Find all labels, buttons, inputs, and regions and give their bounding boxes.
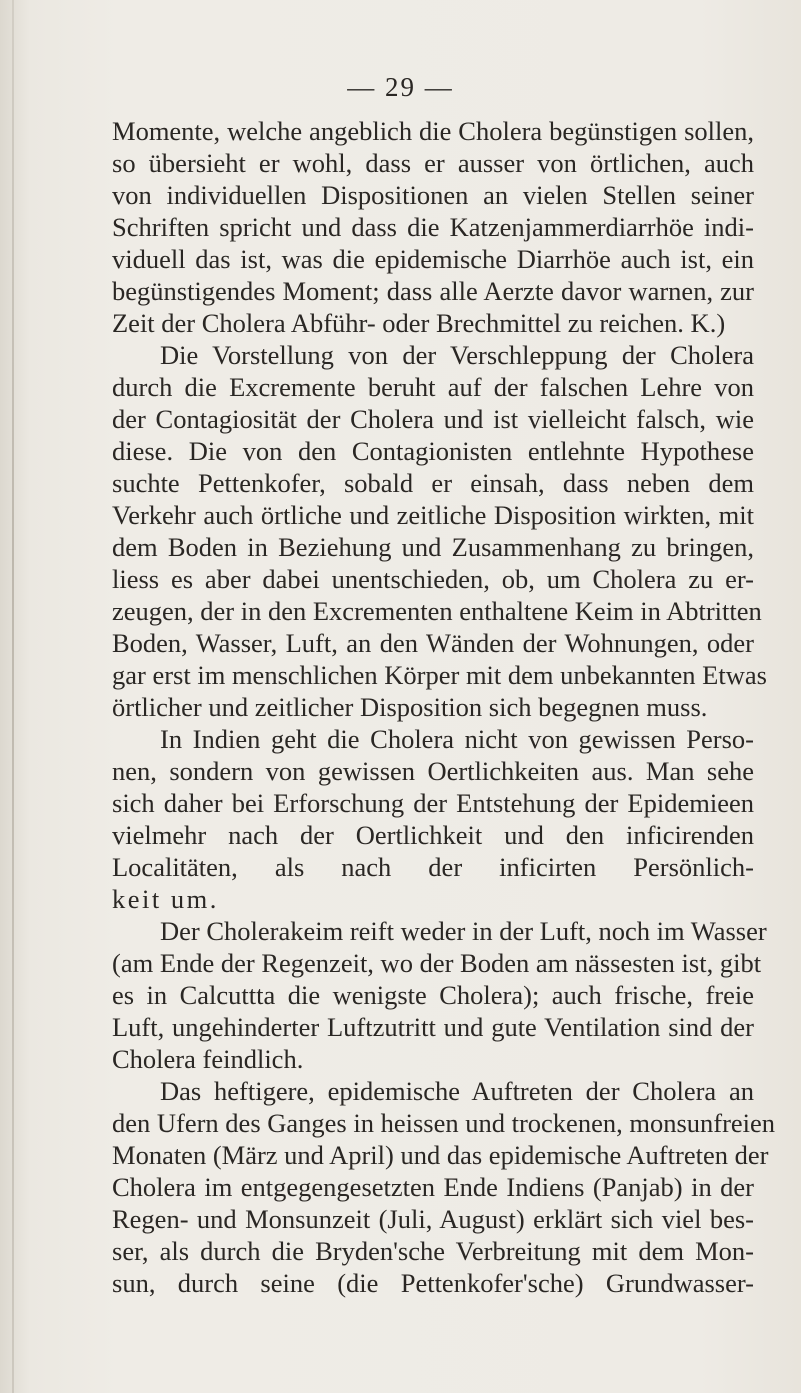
- text-line-1: Momente, welche angeblich die Cholera begünstigen sollen,: [112, 116, 754, 146]
- text-line-12: suchte Pettenkofer, sobald er einsah, dass neben dem: [112, 468, 754, 498]
- text-line-15: liess es aber dabei unentschieden, ob, um Cholera zu er-: [112, 564, 754, 594]
- text-line-13: Verkehr auch örtliche und zeitliche Disposition wirkten, mit: [112, 500, 754, 530]
- text-line-34: Cholera im entgegengesetzten Ende Indiens (Panjab) in der: [112, 1172, 754, 1202]
- text-line-7: Zeit der Cholera Abführ- oder Brechmittel zu reichen. K.): [112, 308, 726, 338]
- text-line-29: Luft, ungehinderter Luftzutritt und gute Ventilation sind der: [112, 1012, 754, 1042]
- page-gutter-edge: [12, 0, 14, 1393]
- text-line-18: gar erst im menschlichen Körper mit dem unbekannten Etwas: [112, 660, 767, 690]
- text-line-10: der Contagiosität der Cholera und ist vielleicht falsch, wie: [112, 404, 754, 434]
- page-number: — 29 —: [347, 72, 454, 102]
- text-line-25: keit um.: [112, 884, 219, 914]
- text-line-20: In Indien geht die Cholera nicht von gewissen Perso-: [160, 724, 754, 754]
- text-line-35: Regen- und Monsunzeit (Juli, August) erklärt sich viel bes-: [112, 1204, 754, 1234]
- text-line-17: Boden, Wasser, Luft, an den Wänden der Wohnungen, oder: [112, 628, 754, 658]
- text-line-21: nen, sondern von gewissen Oertlichkeiten aus. Man sehe: [112, 756, 754, 786]
- text-line-22: sich daher bei Erforschung der Entstehung der Epidemieen: [112, 788, 754, 818]
- text-line-36: ser, als durch die Bryden'sche Verbreitung mit dem Mon-: [112, 1236, 754, 1266]
- text-line-14: dem Boden in Beziehung und Zusammenhang zu bringen,: [112, 532, 754, 562]
- text-line-4: Schriften spricht und dass die Katzenjammerdiarrhöe indi-: [112, 212, 754, 242]
- text-line-28: es in Calcuttta die wenigste Cholera); auch frische, freie: [112, 980, 754, 1010]
- text-line-16: zeugen, der in den Excrementen enthaltene Keim in Abtritten: [112, 596, 762, 626]
- text-line-26: Der Cholerakeim reift weder in der Luft, noch im Wasser: [160, 916, 767, 946]
- text-line-9: durch die Excremente beruht auf der falschen Lehre von: [112, 372, 754, 402]
- text-line-5: viduell das ist, was die epidemische Diarrhöe auch ist, ein: [112, 244, 754, 274]
- text-line-30: Cholera feindlich.: [112, 1044, 304, 1074]
- text-line-3: von individuellen Dispositionen an vielen Stellen seiner: [112, 180, 754, 210]
- text-line-23: vielmehr nach der Oertlichkeit und den inficirenden: [112, 820, 754, 850]
- text-line-32: den Ufern des Ganges in heissen und trockenen, monsunfreien: [112, 1108, 776, 1138]
- text-line-11: diese. Die von den Contagionisten entlehnte Hypothese: [112, 436, 754, 466]
- text-line-8: Die Vorstellung von der Verschleppung der Cholera: [160, 340, 754, 370]
- text-line-6: begünstigendes Moment; dass alle Aerzte davor warnen, zur: [112, 276, 754, 306]
- text-line-24: Localitäten, als nach der inficirten Persönlich-: [112, 852, 754, 882]
- text-line-33: Monaten (März und April) und das epidemische Auftreten der: [112, 1140, 769, 1170]
- text-line-31: Das heftigere, epidemische Auftreten der Cholera an: [160, 1076, 754, 1106]
- text-line-2: so übersieht er wohl, dass er ausser von örtlichen, auch: [112, 148, 754, 178]
- text-line-27: (am Ende der Regenzeit, wo der Boden am nässesten ist, gibt: [112, 948, 762, 978]
- text-line-37: sun, durch seine (die Pettenkofer'sche) Grundwasser-: [112, 1268, 754, 1298]
- text-line-19: örtlicher und zeitlicher Disposition sich begegnen muss.: [112, 692, 708, 722]
